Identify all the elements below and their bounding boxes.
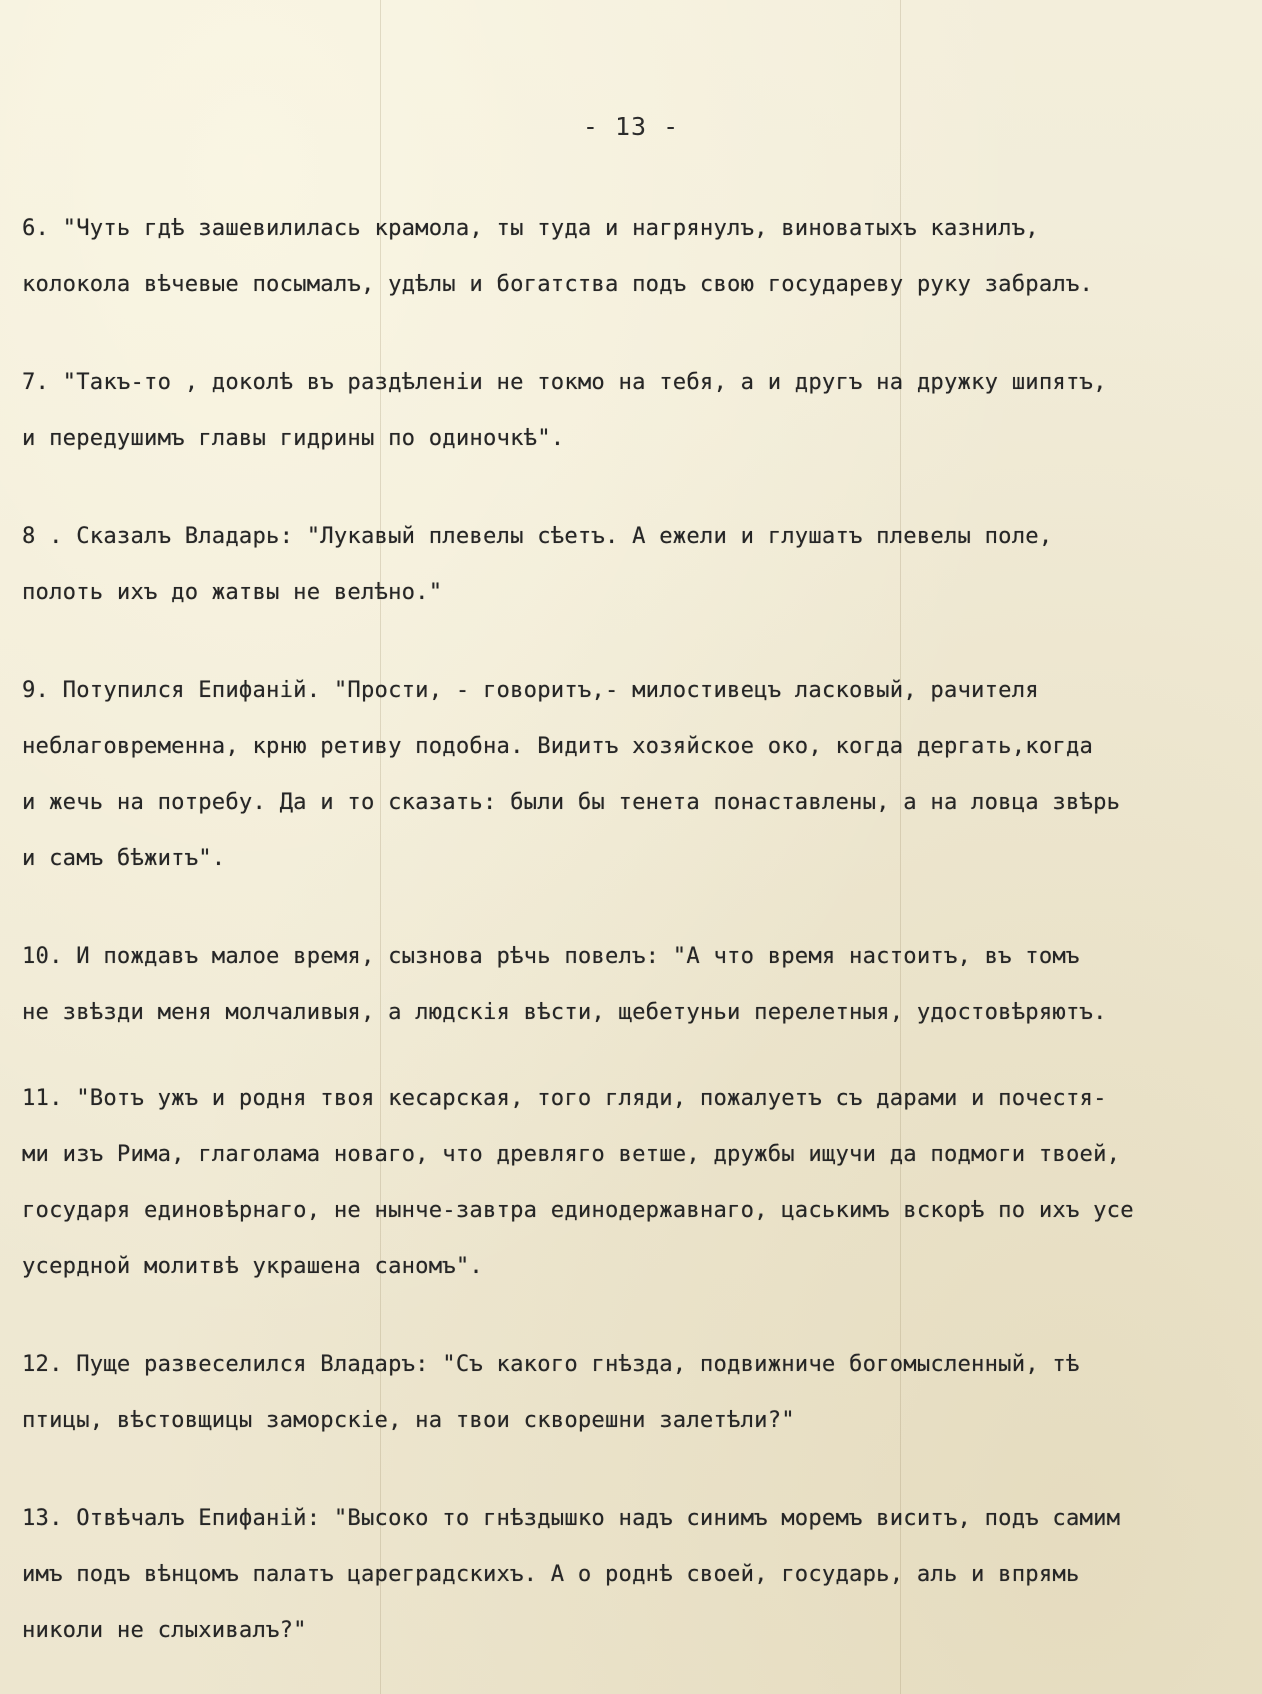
text-line: полоть ихъ до жатвы не велѣно." [22, 579, 443, 605]
text-line: и передушимъ главы гидрины по одиночкѣ". [22, 425, 565, 451]
paragraph-11 [22, 1070, 1247, 1294]
text-line: ми изъ Рима, глаголама новаго, что древляго ветше, дружбы ищучи да подмоги твоей, [22, 1141, 1121, 1167]
text-line: птицы, вѣстовщицы заморскіе, на твои скворешни залетѣли?" [22, 1407, 795, 1433]
text-line: 11. "Вотъ ужъ и родня твоя кесарская, того гляди, пожалуетъ съ дарами и почестя- [22, 1085, 1107, 1111]
text-line: усердной молитвѣ украшена саномъ". [22, 1253, 483, 1279]
paragraph-6 [22, 200, 1247, 312]
text-line: не звѣзди меня молчаливыя, а людскія вѣсти, щебетуньи перелетныя, удостовѣряютъ. [22, 999, 1107, 1025]
text-line: николи не слыхивалъ?" [22, 1617, 307, 1643]
text-line: имъ подъ вѣнцомъ палатъ цареградскихъ. А о роднѣ своей, государь, аль и впрямь [22, 1561, 1080, 1587]
text-line: 10. И пождавъ малое время, сызнова рѣчь повелъ: "А что время настоитъ, въ томъ [22, 943, 1080, 969]
page-number: - 13 - [582, 112, 680, 141]
text-line: 7. "Такъ-то , доколѣ въ раздѣленіи не токмо на тебя, а и другъ на дружку шипятъ, [22, 369, 1107, 395]
text-line: государя единовѣрнаго, не нынче-завтра единодержавнаго, цаськимъ вскорѣ по ихъ усе [22, 1197, 1134, 1223]
text-line: неблаговременна, крню ретиву подобна. Видитъ хозяйское око, когда дергать,когда [22, 733, 1094, 759]
text-line: 9. Потупился Епифаній. "Прости, - говоритъ,- милостивецъ ласковый, рачителя [22, 677, 1039, 703]
typed-text-body [22, 200, 1247, 1658]
text-line: 13. Отвѣчалъ Епифаній: "Высоко то гнѣздышко надъ синимъ моремъ виситъ, подъ самим [22, 1505, 1121, 1531]
text-line: 8 . Сказалъ Владарь: "Лукавый плевелы сѣетъ. А ежели и глушатъ плевелы поле, [22, 523, 1053, 549]
text-line: колокола вѣчевые посымалъ, удѣлы и богатства подъ свою государеву руку забралъ. [22, 271, 1094, 297]
paragraph-12 [22, 1336, 1247, 1448]
paragraph-7 [22, 354, 1247, 466]
paragraph-13 [22, 1490, 1247, 1658]
paragraph-10 [22, 928, 1247, 1040]
text-line: и жечь на потребу. Да и то сказать: были бы тенета понаставлены, а на ловца звѣрь [22, 789, 1121, 815]
text-line: 6. "Чуть гдѣ зашевилилась крамола, ты туда и нагрянулъ, виноватыхъ казнилъ, [22, 215, 1039, 241]
text-line: 12. Пуще развеселился Владаръ: "Съ какого гнѣзда, подвижниче богомысленный, тѣ [22, 1351, 1080, 1377]
paragraph-8 [22, 508, 1247, 620]
text-line: и самъ бѣжитъ". [22, 845, 226, 871]
paragraph-9 [22, 662, 1247, 886]
